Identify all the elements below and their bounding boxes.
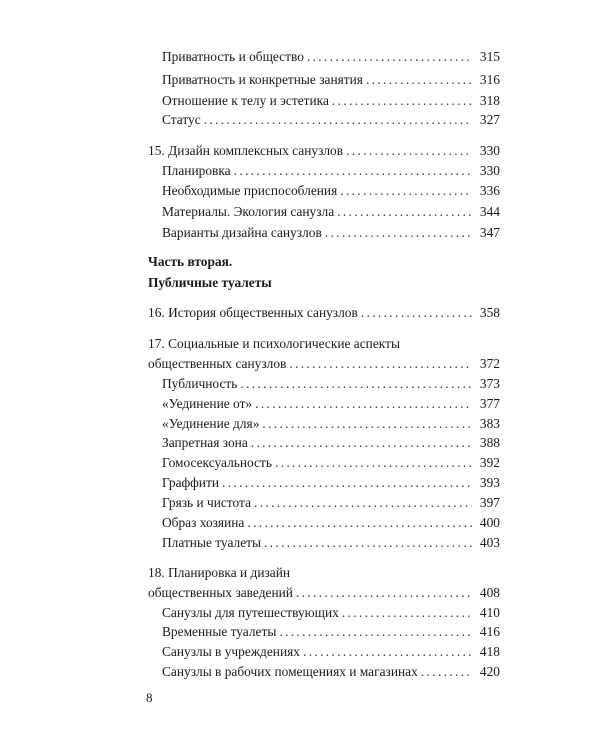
- toc-entry: Планировка . . . 330: [0, 161, 600, 181]
- part-heading: Часть вторая.: [148, 254, 233, 269]
- toc-entry: Образ хозяина . . . 400: [0, 513, 600, 533]
- toc-entry: Варианты дизайна санузлов . . . 347: [0, 223, 600, 243]
- toc-chapter: общественных заведений . . . 408: [0, 583, 600, 603]
- toc-entry: Санузлы для путешествующих . . . 410: [0, 603, 600, 623]
- toc-entry: Запретная зона . . . 388: [0, 433, 600, 453]
- toc-entry: Отношение к телу и эстетика . . . 318: [0, 91, 600, 111]
- toc-entry: Статус . . . 327: [0, 110, 600, 130]
- toc-chapter: 16. История общественных санузлов . . . 358: [0, 303, 600, 323]
- toc-entry: Санузлы в учреждениях . . . 418: [0, 642, 600, 662]
- toc-entry: Грязь и чистота . . . 397: [0, 493, 600, 513]
- toc-entry: «Уединение от» . . . 377: [0, 394, 600, 414]
- toc-chapter: 18. Планировка и дизайн: [148, 564, 291, 580]
- page-number: 8: [146, 690, 153, 705]
- toc-chapter: 17. Социальные и психологические аспекты: [148, 336, 400, 352]
- toc-entry: Приватность и общество . . . 315: [0, 47, 600, 67]
- toc-entry: Граффити . . . 393: [0, 473, 600, 493]
- toc-entry: Гомосексуальность . . . 392: [0, 453, 600, 473]
- toc-entry: Временные туалеты . . . 416: [0, 622, 600, 642]
- toc-entry: Платные туалеты . . . 403: [0, 533, 600, 553]
- toc-entry: Приватность и конкретные занятия . . . 316: [0, 70, 600, 90]
- toc-entry: Материалы. Экология санузла . . . 344: [0, 202, 600, 222]
- toc-entry: Санузлы в рабочих помещениях и магазинах . . . 420: [0, 662, 600, 682]
- toc-entry: «Уединение для» . . . 383: [0, 414, 600, 434]
- toc-entry: Публичность . . . 373: [0, 374, 600, 394]
- toc-chapter: общественных санузлов . . . 372: [0, 354, 600, 374]
- part-heading: Публичные туалеты: [148, 274, 272, 290]
- toc-entry: Необходимые приспособления . . . 336: [0, 181, 600, 201]
- toc-chapter: 15. Дизайн комплексных санузлов . . . 330: [0, 141, 600, 161]
